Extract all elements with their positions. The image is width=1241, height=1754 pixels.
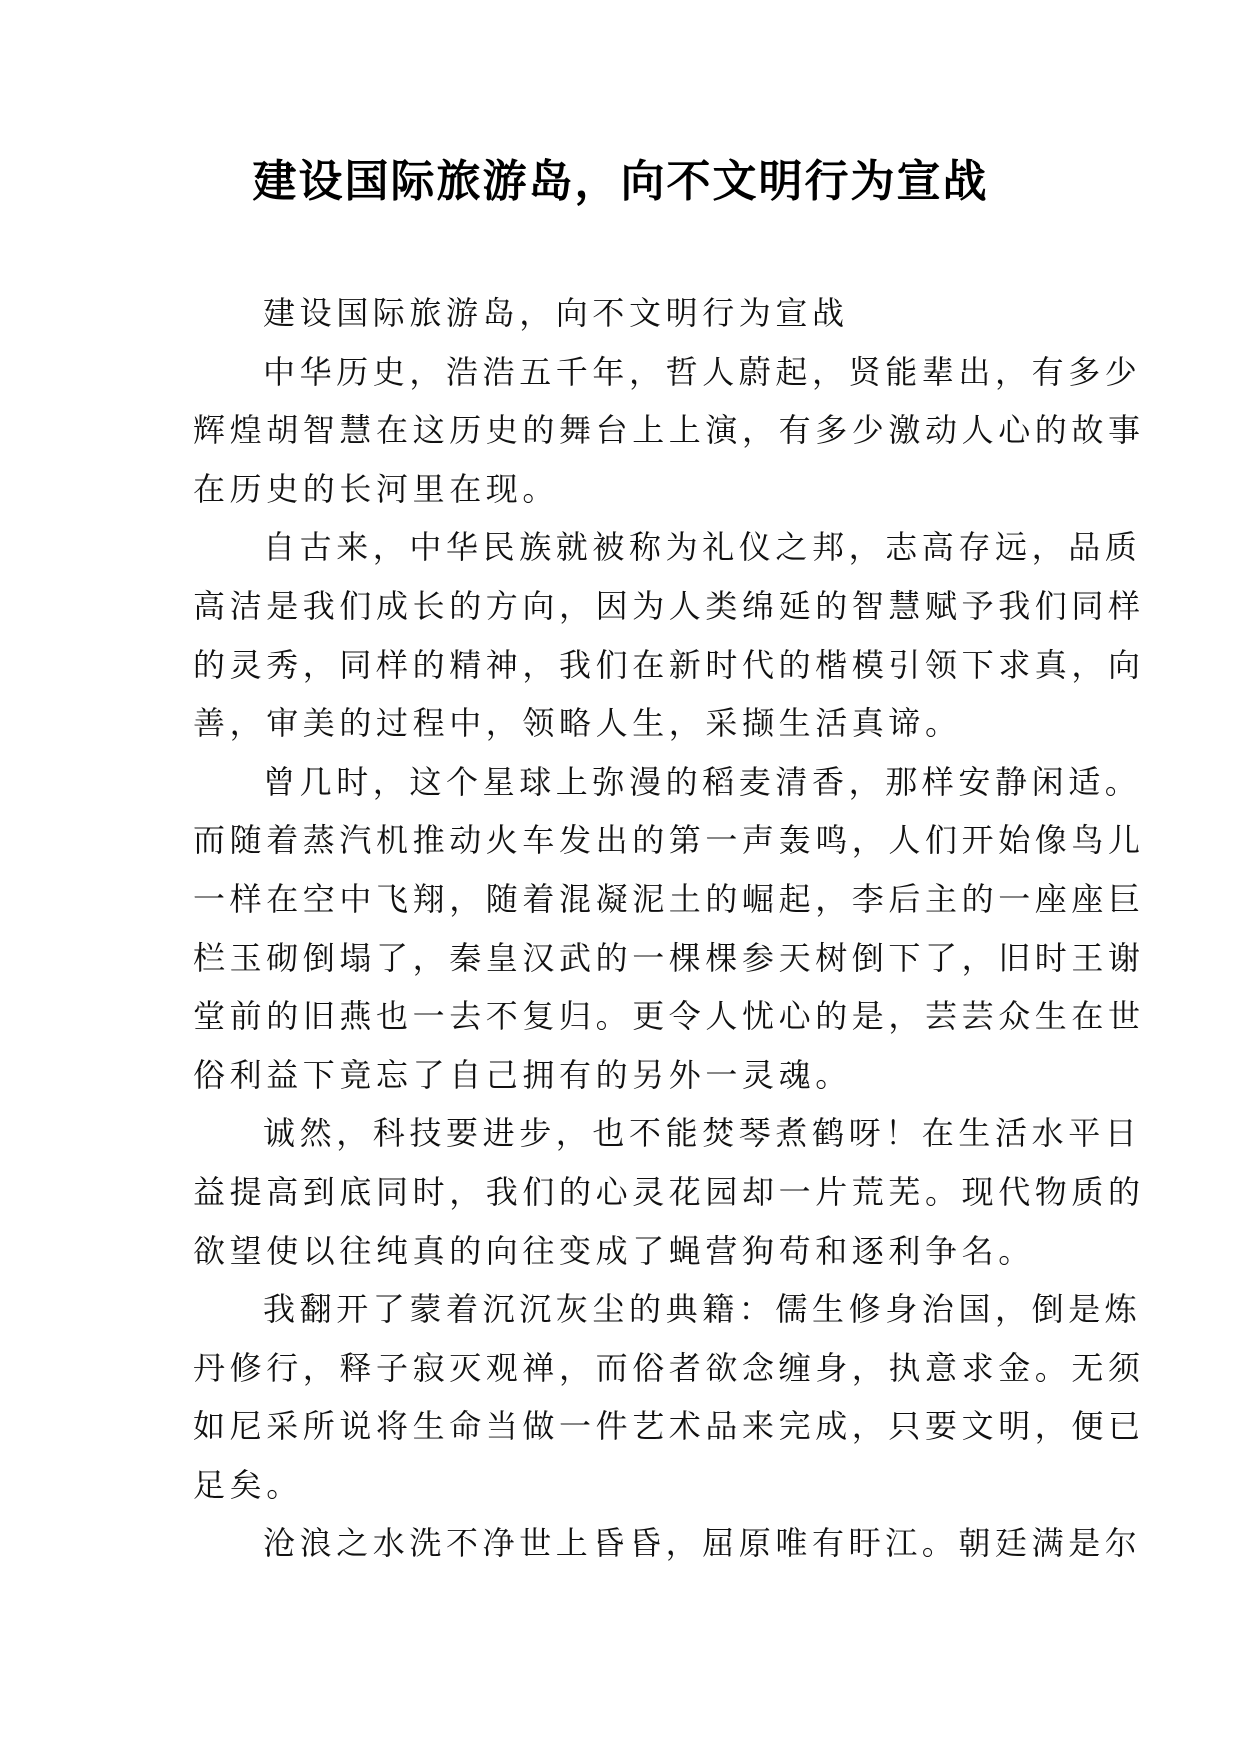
text-line: 曾几时，这个星球上弥漫的稻麦清香，那样安静闲适。 [263,762,1142,801]
text-line: 欲望使以往纯真的向往变成了蝇营狗苟和逐利争名。 [193,1231,1035,1270]
text-line: 我翻开了蒙着沉沉灰尘的典籍：儒生修身治国，倒是炼 [263,1290,1142,1329]
text-line: 益提高到底同时，我们的心灵花园却一片荒芜。现代物质的 [193,1172,1145,1211]
text-line: 高洁是我们成长的方向，因为人类绵延的智慧赋予我们同样 [193,586,1145,625]
text-line: 建设国际旅游岛，向不文明行为宣战 [263,294,849,332]
text-line: 善，审美的过程中，领略人生，采撷生活真谛。 [193,704,962,743]
text-line: 堂前的旧燕也一去不复归。更令人忧心的是，芸芸众生在世 [193,997,1145,1036]
document-title: 建设国际旅游岛，向不文明行为宣战 [252,156,989,207]
text-line: 辉煌胡智慧在这历史的舞台上上演，有多少激动人心的故事 [193,411,1145,450]
text-line: 中华历史，浩浩五千年，哲人蔚起，贤能辈出，有多少 [263,352,1142,391]
text-line: 沧浪之水洗不净世上昏昏，屈原唯有盱江。朝廷满是尔 [263,1524,1142,1563]
text-line: 自古来，中华民族就被称为礼仪之邦，志高存远，品质 [263,528,1142,567]
text-line: 一样在空中飞翔，随着混凝泥土的崛起，李后主的一座座巨 [193,879,1145,918]
text-line: 的灵秀，同样的精神，我们在新时代的楷模引领下求真，向 [193,645,1145,684]
text-line: 如尼采所说将生命当做一件艺术品来完成，只要文明，便已 [193,1407,1145,1446]
text-line: 栏玉砌倒塌了，秦皇汉武的一棵棵参天树倒下了，旧时王谢 [193,938,1145,977]
text-line: 足矣。 [193,1465,303,1504]
text-line: 诚然，科技要进步，也不能焚琴煮鹤呀！在生活水平日 [263,1114,1142,1153]
text-line: 丹修行，释子寂灭观禅，而俗者欲念缠身，执意求金。无须 [193,1348,1145,1387]
document-body [193,284,1145,1573]
text-line: 而随着蒸汽机推动火车发出的第一声轰鸣，人们开始像鸟儿 [193,821,1145,860]
text-line: 俗利益下竟忘了自己拥有的另外一灵魂。 [193,1055,852,1094]
text-line: 在历史的长河里在现。 [193,469,560,508]
